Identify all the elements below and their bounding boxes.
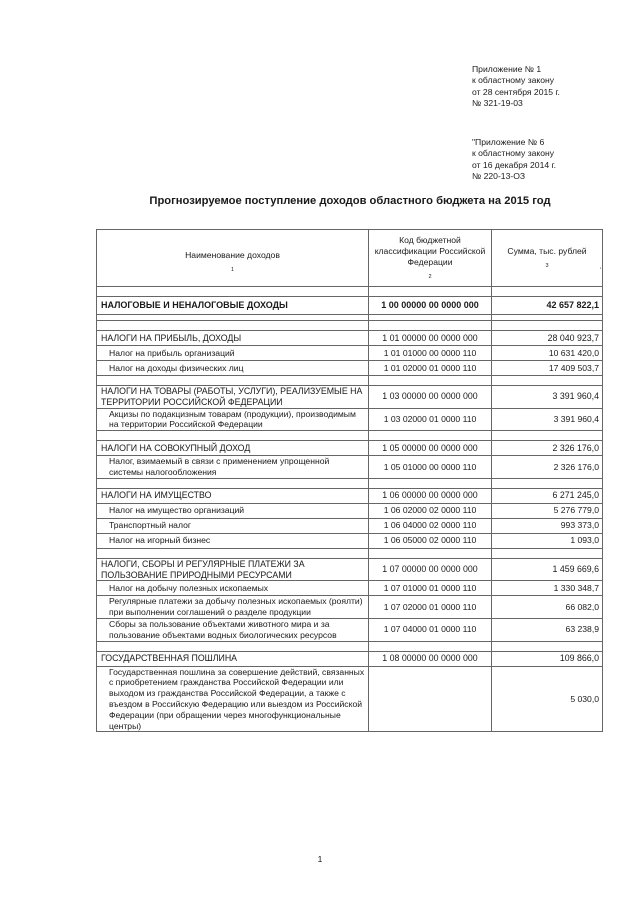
- appendix-1-line: к областному закону: [472, 75, 555, 86]
- row-name-cell: НАЛОГИ НА ИМУЩЕСТВО: [97, 488, 369, 503]
- row-name-cell: Налог на имущество организаций: [97, 503, 369, 518]
- spacer-cell: [492, 431, 603, 441]
- table-row: [97, 488, 603, 503]
- row-sum-cell: 28 040 923,7: [492, 331, 603, 346]
- row-code-cell: 1 07 02000 01 0000 110: [369, 596, 492, 619]
- row-name-cell: НАЛОГИ НА ПРИБЫЛЬ, ДОХОДЫ: [97, 331, 369, 346]
- row-name-cell: НАЛОГИ, СБОРЫ И РЕГУЛЯРНЫЕ ПЛАТЕЖИ ЗА ПОЛЬЗОВАНИЕ ПРИРОДНЫМИ РЕСУРСАМИ: [97, 558, 369, 581]
- spacer-row: [97, 548, 603, 558]
- row-code-cell: 1 08 00000 00 0000 000: [369, 651, 492, 666]
- row-code-cell: [369, 666, 492, 732]
- page-number: 1: [317, 854, 323, 864]
- row-sum-cell: 1 330 348,7: [492, 581, 603, 596]
- row-code-cell: 1 07 00000 00 0000 000: [369, 558, 492, 581]
- row-sum-cell: 993 373,0: [492, 518, 603, 533]
- row-code-cell: 1 03 02000 01 0000 110: [369, 408, 492, 431]
- row-code-cell: 1 03 00000 00 0000 000: [369, 386, 492, 409]
- table-header-row: [97, 230, 603, 287]
- spacer-cell: [492, 287, 603, 297]
- row-sum-cell: 1 459 669,6: [492, 558, 603, 581]
- header-sum-label: Сумма, тыс. рублей: [507, 246, 587, 257]
- table-row: [97, 618, 603, 641]
- table-row: [97, 441, 603, 456]
- row-sum-cell: 3 391 960,4: [492, 408, 603, 431]
- spacer-cell: [369, 548, 492, 558]
- row-sum-cell: 63 238,9: [492, 618, 603, 641]
- row-code-cell: 1 01 00000 00 0000 000: [369, 331, 492, 346]
- spacer-cell: [492, 376, 603, 386]
- row-name-cell: Налог на добычу полезных ископаемых: [97, 581, 369, 596]
- table-row: [97, 518, 603, 533]
- appendix-1-line: Приложение № 1: [472, 64, 542, 74]
- row-name-cell: Государственная пошлина за совершение действий, связанных с приобретением гражданства Российской Федерации или выходом из гражданства Российской Федерации, а также с въездом в Российскую Федерацию или выездом из Российской Федерации (при обращении через многофункциональные центры): [97, 666, 369, 732]
- header-code-cell: [369, 230, 492, 287]
- table-row: [97, 666, 603, 732]
- row-code-cell: 1 06 02000 02 0000 110: [369, 503, 492, 518]
- table-row: [97, 651, 603, 666]
- header-column-number: 1: [230, 266, 235, 273]
- row-name-cell: Налог на доходы физических лиц: [97, 361, 369, 376]
- row-sum-cell: 2 326 176,0: [492, 441, 603, 456]
- spacer-cell: [97, 478, 369, 488]
- table-row: [97, 456, 603, 479]
- spacer-cell: [492, 478, 603, 488]
- revenue-table: [96, 229, 603, 732]
- row-name-cell: Акцизы по подакцизным товарам (продукции), производимым на территории Российской Федерации: [97, 408, 369, 431]
- appendix-6-line: от 16 декабря 2014 г.: [472, 159, 557, 170]
- row-sum-cell: 3 391 960,4: [492, 386, 603, 409]
- appendix-6-block: [472, 137, 556, 182]
- row-sum-cell: 2 326 176,0: [492, 456, 603, 479]
- table-row: [97, 596, 603, 619]
- appendix-1-line: № 321-19-03: [472, 97, 523, 108]
- row-sum-cell: 5 030,0: [492, 666, 603, 732]
- table-row: [97, 533, 603, 548]
- header-code-label: Код бюджетной классификации Российской Федерации: [374, 235, 486, 267]
- spacer-row: [97, 321, 603, 331]
- row-code-cell: 1 07 04000 01 0000 110: [369, 618, 492, 641]
- row-sum-cell: 17 409 503,7: [492, 361, 603, 376]
- row-name-cell: ГОСУДАРСТВЕННАЯ ПОШЛИНА: [97, 651, 369, 666]
- spacer-cell: [492, 548, 603, 558]
- appendix-6-line: к областному закону: [472, 148, 555, 159]
- header-name-label: Наименование доходов: [185, 250, 280, 261]
- table-row: [97, 331, 603, 346]
- row-name-cell: НАЛОГОВЫЕ И НЕНАЛОГОВЫЕ ДОХОДЫ: [97, 297, 369, 315]
- stray-mark: ': [600, 268, 602, 274]
- row-sum-cell: 1 093,0: [492, 533, 603, 548]
- row-code-cell: 1 01 01000 00 0000 110: [369, 346, 492, 361]
- spacer-row: [97, 641, 603, 651]
- spacer-row: [97, 431, 603, 441]
- row-code-cell: 1 05 01000 00 0000 110: [369, 456, 492, 479]
- row-name-cell: НАЛОГИ НА ТОВАРЫ (РАБОТЫ, УСЛУГИ), РЕАЛИЗУЕМЫЕ НА ТЕРРИТОРИИ РОССИЙСКОЙ ФЕДЕРАЦИИ: [97, 386, 369, 409]
- table-row: [97, 503, 603, 518]
- spacer-row: [97, 287, 603, 297]
- row-code-cell: 1 06 00000 00 0000 000: [369, 488, 492, 503]
- row-code-cell: 1 05 00000 00 0000 000: [369, 441, 492, 456]
- appendix-1-line: от 28 сентября 2015 г.: [472, 86, 560, 97]
- header-column-number: 3: [545, 262, 549, 269]
- header-column-number: 2: [428, 273, 432, 280]
- appendix-6-line: "Приложение № 6: [472, 137, 545, 147]
- spacer-cell: [369, 641, 492, 651]
- spacer-cell: [97, 376, 369, 386]
- row-code-cell: 1 06 05000 02 0000 110: [369, 533, 492, 548]
- table-row: [97, 346, 603, 361]
- spacer-cell: [369, 431, 492, 441]
- table-row: [97, 297, 603, 315]
- spacer-cell: [97, 321, 369, 331]
- row-sum-cell: 66 082,0: [492, 596, 603, 619]
- row-sum-cell: 42 657 822,1: [492, 297, 603, 315]
- row-name-cell: Налог на прибыль организаций: [97, 346, 369, 361]
- spacer-cell: [369, 478, 492, 488]
- row-name-cell: Регулярные платежи за добычу полезных ископаемых (роялти) при выполнении соглашений о разделе продукции: [97, 596, 369, 619]
- row-code-cell: 1 01 02000 01 0000 110: [369, 361, 492, 376]
- row-name-cell: НАЛОГИ НА СОВОКУПНЫЙ ДОХОД: [97, 441, 369, 456]
- spacer-row: [97, 376, 603, 386]
- spacer-cell: [369, 287, 492, 297]
- row-name-cell: Налог на игорный бизнес: [97, 533, 369, 548]
- spacer-cell: [492, 321, 603, 331]
- row-code-cell: 1 06 04000 02 0000 110: [369, 518, 492, 533]
- table-row: [97, 386, 603, 409]
- header-sum-cell: [492, 230, 603, 287]
- table-row: [97, 581, 603, 596]
- spacer-cell: [492, 641, 603, 651]
- document-title: Прогнозируемое поступление доходов областного бюджета на 2015 год: [149, 195, 551, 207]
- spacer-cell: [97, 641, 369, 651]
- table-row: [97, 408, 603, 431]
- header-name-cell: [97, 230, 369, 287]
- row-name-cell: Сборы за пользование объектами животного мира и за пользование объектами водных биологических ресурсов: [97, 618, 369, 641]
- row-sum-cell: 109 866,0: [492, 651, 603, 666]
- spacer-row: [97, 478, 603, 488]
- appendix-6-line: № 220-13-ОЗ: [472, 170, 526, 181]
- row-sum-cell: 6 271 245,0: [492, 488, 603, 503]
- table-row: [97, 558, 603, 581]
- row-sum-cell: 5 276 779,0: [492, 503, 603, 518]
- row-sum-cell: 10 631 420,0: [492, 346, 603, 361]
- row-name-cell: Налог, взимаемый в связи с применением упрощенной системы налогообложения: [97, 456, 369, 479]
- spacer-cell: [369, 376, 492, 386]
- appendix-1-block: [472, 64, 560, 109]
- table-row: [97, 361, 603, 376]
- spacer-cell: [369, 321, 492, 331]
- spacer-cell: [97, 431, 369, 441]
- row-code-cell: 1 00 00000 00 0000 000: [369, 297, 492, 315]
- spacer-cell: [97, 548, 369, 558]
- row-name-cell: Транспортный налог: [97, 518, 369, 533]
- row-code-cell: 1 07 01000 01 0000 110: [369, 581, 492, 596]
- spacer-cell: [97, 287, 369, 297]
